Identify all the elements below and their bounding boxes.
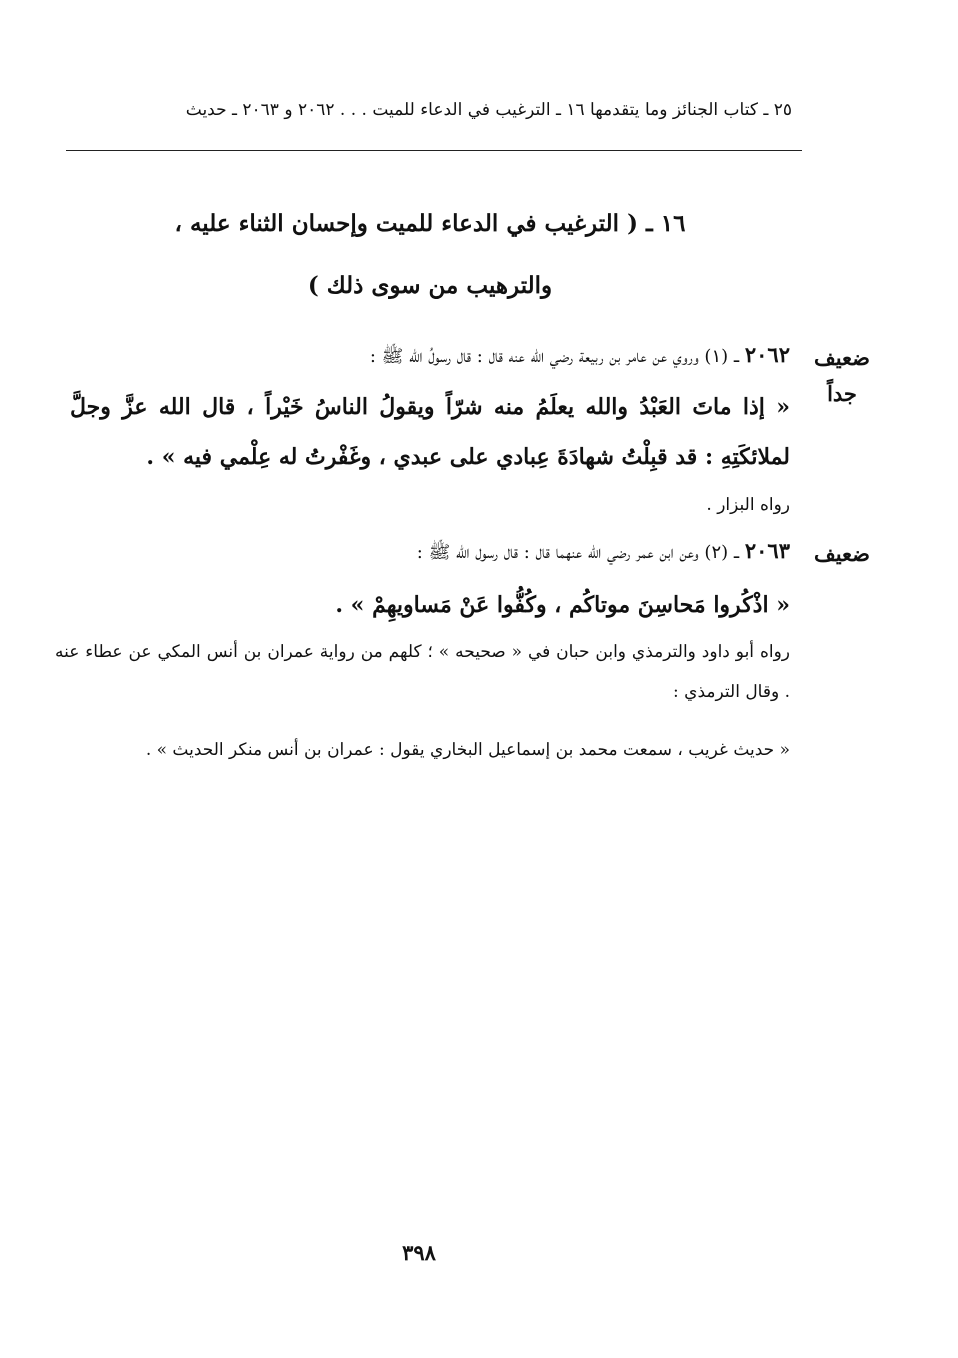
hadith-text: « اذْكُروا مَحاسِنَ موتاكُم ، وكُفُّوا عَنْ مَساويهِمْ » . [335, 592, 790, 618]
hadith-text: « إذا ماتَ العَبْدُ والله يعلَمُ منه شرّاً ويقولُ الناسُ خَيْراً ، قال الله عزَّ وجلَّ لملائكَتِهِ : قد قبِلْتُ شهادَةَ عِبادي على عبدي ، وغَفْرتُ له عِلْمي فيه » . [70, 394, 790, 470]
hadith-heading [150, 538, 790, 567]
hadith-grade: ضعيف جداً [813, 345, 871, 406]
header-divider [66, 150, 802, 151]
hadith-number: ٢٠٦٣ [744, 538, 790, 563]
chapter-title-line-2: والترهيب من سوى ذلك ) [307, 272, 553, 299]
running-head: ٢٥ ـ كتاب الجنائز وما يتقدمها ١٦ ـ الترغيب في الدعاء للميت . . . ٢٠٦٢ و ٢٠٦٣ ـ حديث [185, 100, 792, 120]
hadith-source: رواه البزار . [706, 495, 790, 515]
page-number: ٣٩٨ [402, 1240, 436, 1265]
hadith-intro: ـ (١) وروي عن عامر بن ربيعة رضي الله عنه قال : قال رسولُ الله ﷺ : [369, 346, 745, 367]
hadith-intro: ـ (٢) وعن ابن عمر رضي الله عنهما قال : قال رسول الله ﷺ : [416, 542, 745, 563]
hadith-heading [150, 342, 790, 371]
hadith-grade: ضعيف [813, 541, 871, 566]
chapter-title-line-1: ١٦ ـ ( الترغيب في الدعاء للميت وإحسان الثناء عليه ، [174, 210, 686, 237]
tirmidhi-quote: « حديث غريب ، سمعت محمد بن إسماعيل البخاري يقول : عمران بن أنس منكر الحديث » . [145, 740, 790, 760]
hadith-source: رواه أبو داود والترمذي وابن حبان في « صحيحه » ؛ كلهم من رواية عمران بن أنس المكي عن عطاء عنه . وقال الترمذي : [55, 642, 790, 702]
hadith-number: ٢٠٦٢ [744, 342, 790, 367]
